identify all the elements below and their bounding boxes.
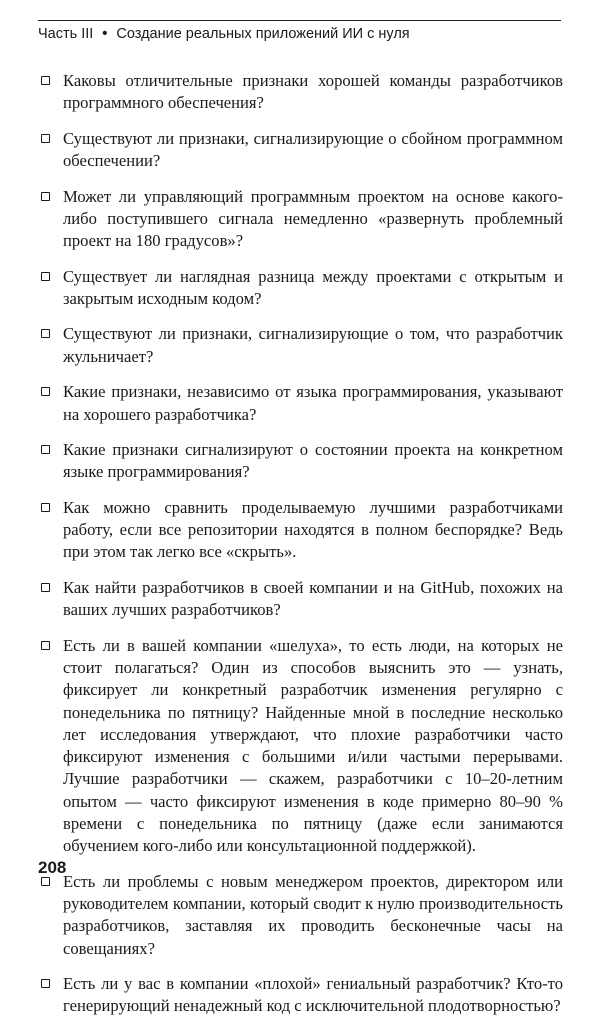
checkbox-bullet-icon — [41, 329, 50, 338]
checkbox-bullet-icon — [41, 877, 50, 886]
question-text: Существуют ли признаки, сигнализирующие о сбойном программном обеспечении? — [63, 128, 563, 171]
list-item — [38, 973, 563, 1018]
list-item — [38, 70, 563, 115]
question-text: Существуют ли признаки, сигнализирующие о том, что разработчик жульничает? — [63, 324, 563, 366]
list-item — [38, 266, 563, 311]
running-header — [38, 20, 561, 42]
checkbox-bullet-icon — [41, 979, 50, 988]
checkbox-bullet-icon — [41, 445, 50, 454]
checkbox-bullet-icon — [41, 192, 50, 201]
checkbox-bullet-icon — [41, 387, 50, 396]
question-text: Как найти разработчиков в своей компании и на GitHub, похожих на ваших лучших разработчиков? — [63, 577, 563, 620]
list-item — [38, 128, 563, 173]
list-item — [38, 439, 563, 484]
list-item — [38, 577, 563, 622]
question-text: Есть ли у вас в компании «плохой» гениальный разработчик? Кто-то генерирующий ненадежный код с исключительной плодотворностью? — [63, 974, 563, 1016]
list-item — [38, 381, 563, 426]
list-item — [38, 635, 563, 858]
question-list — [38, 70, 563, 1031]
checkbox-bullet-icon — [41, 76, 50, 85]
list-item — [38, 323, 563, 368]
page-number: 208 — [38, 858, 67, 877]
question-text: Какие признаки, независимо от языка программирования, указывают на хорошего разработчика? — [63, 382, 563, 424]
list-item — [38, 497, 563, 564]
question-text: Есть ли в вашей компании «шелуха», то есть люди, на которых не стоит полагаться? Один из способов выяснить это — узнать, фиксирует ли конкретный разработчик изменения регулярно с понедельника по пятницу? Найденные мной в последние несколько лет исследования утверждают, что плохие разработчики часто фиксируют изменения с большими и/или частыми перерывами. Лучшие разработчики — скажем, разработчики с 10–20-летним опытом — часто фиксируют изменения в коде примерно 80–90 % времени с понедельника по пятницу (даже если занимаются обучением кого-либо или консультационной поддержкой). — [63, 635, 563, 856]
header-separator: • — [102, 26, 108, 42]
checkbox-bullet-icon — [41, 134, 50, 143]
checkbox-bullet-icon — [41, 583, 50, 592]
header-title: Создание реальных приложений ИИ с нуля — [116, 26, 410, 42]
checkbox-bullet-icon — [41, 272, 50, 281]
question-text: Как можно сравнить проделываемую лучшими разработчиками работу, если все репозитории находятся в полном беспорядке? Ведь при этом так легко все «скрыть». — [63, 497, 563, 562]
question-text: Есть ли проблемы с новым менеджером проектов, директором или руководителем компании, который сводит к нулю производительность разработчиков, заставляя их проводить бесконечные часы на совещаниях? — [63, 871, 563, 958]
checkbox-bullet-icon — [41, 641, 50, 650]
question-text: Может ли управляющий программным проектом на основе какого-либо поступившего сигнала немедленно «развернуть проблемный проект на 180 градусов»? — [63, 186, 563, 251]
question-text: Какие признаки сигнализируют о состоянии проекта на конкретном языке программирования? — [63, 439, 563, 482]
list-item — [38, 186, 563, 253]
question-text: Каковы отличительные признаки хорошей команды разработчиков программного обеспечения? — [63, 71, 563, 113]
question-text: Существует ли наглядная разница между проектами с открытым и закрытым исходным кодом? — [63, 266, 563, 308]
header-part: Часть III — [38, 26, 94, 42]
list-item — [38, 871, 563, 960]
checkbox-bullet-icon — [41, 503, 50, 512]
